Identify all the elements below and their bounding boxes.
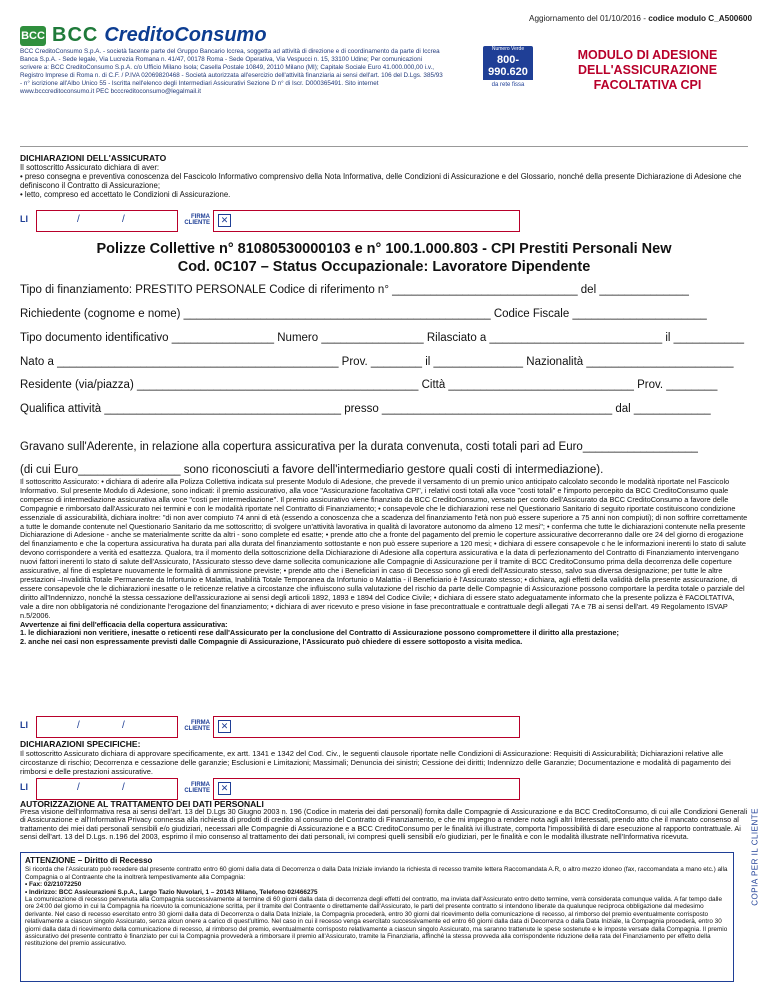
specifiche-heading: DICHIARAZIONI SPECIFICHE: — [20, 739, 141, 749]
dichiarazioni-line: • letto, compreso ed accettato le Condizioni di Assicurazione. — [20, 190, 231, 199]
signature-field[interactable] — [213, 210, 520, 232]
recesso-indirizzo: • Indirizzo: BCC Assicurazioni S.p.A., Largo Tazio Nuvolari, 1 – 20143 Milano, Telefono 02/466275 — [25, 888, 318, 896]
privacy-heading: AUTORIZZAZIONE AL TRATTAMENTO DEI DATI PERSONALI — [20, 799, 264, 809]
module-code: codice modulo C_A500600 — [648, 14, 752, 23]
field-nascita[interactable]: Nato a ____________________________________________ Prov. ________ il ______________ Nazionalità _______________________ — [20, 356, 734, 368]
date-slash: / — [77, 782, 80, 793]
recesso-intro: Si ricorda che l'Assicurato può recedere dal presente contratto entro 60 giorni dalla data di Decorrenza o dalla Data Iniziale inviando la richiesta di recesso tramite lettera Raccomandata A.R, o altro mezzo idoneo (fax, raccomandata a mano etc.) alla Compagnia o al Contraente che la inoltrerà tempestivamente alla Compagnia: — [25, 866, 728, 881]
dichiarazioni-line: • preso consegna e preventiva conoscenza del Fascicolo Informativo comprensivo della Nota Informativa, delle Condizioni di Assicurazione e del Glossario, nonché della presente Dichiarazione di Adesione che definiscono il Contratto di Assicurazione; — [20, 172, 742, 190]
policy-title-2: Cod. 0C107 – Status Occupazionale: Lavoratore Dipendente — [177, 259, 591, 275]
logo-name: CreditoConsumo — [104, 24, 267, 46]
assicurato-text — [20, 478, 748, 647]
divider — [20, 146, 748, 147]
update-info — [529, 14, 752, 23]
signature-row-3 — [20, 778, 748, 800]
date-field[interactable] — [36, 716, 178, 738]
numero-verde-number: 800-990.620 — [483, 52, 533, 80]
privacy-text: Presa visione dell'informativa resa ai sensi dell'art. 13 del D.Lgs 30 Giugno 2003 n. 196 (Codice in materia dei dati personali) fornita dalle Compagnie di Assicurazione e da BCC CreditoConsumo, di cui alle Condizioni Generali di Assicurazione e all'Informativa Privacy connessa alla richiesta di prodotti di credito al consumo del Contratto di Finanziamento, e che mi impegno a rendere nota agli altri Interessati, prendo atto che il mancato consenso al trattamento dei miei dati personali sensibili e/o giudiziari, necessari alle Compagnie di Assicurazione e a BCC CreditoConsumo per le finalità ivi illustrate, comporta l'impossibilità di dare esecuzione al rapporto contrattuale. Ai sensi dell'art. 13 del D.Lgs. n.196 del 2003, esprimo il mio consenso al trattamento dei dati personali, ivi compresi quelli sensibili e/o giudiziari, per le finalità e con le modalità illustrate nell'Informativa ricevuta. — [20, 807, 748, 842]
company-logo — [20, 24, 267, 47]
dichiarazioni-heading: DICHIARAZIONI DELL'ASSICURATO — [20, 153, 167, 163]
logo-mark-icon: BCC — [20, 26, 46, 46]
specifiche-text: Il sottoscritto Assicurato dichiara di approvare specificamente, ex artt. 1341 e 1342 del Cod. Civ., le seguenti clausole riportate nelle Condizioni di Assicurazione: Requisiti di Assicurabilità; Dichiarazioni relative alle circostanze di rischio; Decorrenza e cessazione delle garanzie; Esclusioni e Limitazioni; Massimali; Denuncia dei sinistri; Cessione dei diritti; Indennizzo delle Garanzie; Documentazione e modalità di pagamento dei rimborsi e delle prestazioni assicurative. — [20, 749, 731, 776]
firma-label: FIRMA CLIENTE — [184, 214, 210, 226]
dichiarazioni-line: Il sottoscritto Assicurato dichiara di aver: — [20, 163, 160, 172]
date-slash: / — [77, 214, 80, 225]
recesso-box — [20, 852, 734, 982]
signature-field[interactable] — [213, 716, 520, 738]
signature-field[interactable] — [213, 778, 520, 800]
date-slash: / — [122, 720, 125, 731]
date-slash: / — [122, 214, 125, 225]
date-slash: / — [122, 782, 125, 793]
signature-row-2 — [20, 716, 748, 738]
document-title: MODULO DI ADESIONE DELL'ASSICURAZIONE FACOLTATIVA CPI — [577, 48, 718, 92]
sign-here-icon: ✕ — [218, 782, 231, 795]
avvertenza-2: 2. anche nei casi non espressamente previsti dalle Compagnie di Assicurazione, l'Assicurato può chiedere di essere sottoposto a visita medica. — [20, 637, 523, 647]
dichiarazioni-text — [20, 163, 748, 199]
date-field[interactable] — [36, 210, 178, 232]
policy-title-1: Polizze Collettive n° 81080530000103 e n° 100.1.000.803 - CPI Prestiti Personali New — [96, 241, 672, 257]
sign-here-icon: ✕ — [218, 720, 231, 733]
assicurato-paragraph: Il sottoscritto Assicurato: • dichiara di aderire alla Polizza Collettiva indicata sul presente Modulo di Adesione, che prevede il versamento di un premio unico anticipato calcolato secondo le modalità riportate nel Fascicolo Informativo. Sul presente Modulo di Adesione, sono indicati: il premio assicurativo, alla voce "Assicurazione facoltativa CPI", i relativi costi totali alla voce "costi totali" e l'importo percepito da BCC CreditoConsumo quale compenso di intermediazione assicurativa alla voce "costi per intermediazione". Il premio assicurativo viene finanziato da BCC CreditoConsumo, versato per conto dell'Assicurato da BCC CreditoConsumo a favore delle Compagnie e rimborsato dall'Assicurato nei termini e con le modalità riportate nel Contratto di Finanziamento; • consapevole che le dichiarazioni rese nel Questionario Sanitario di seguito riportate costituiscono condizione essenziale di assicurabilità, dichiara inoltre: "di non aver compiuto 74 anni di età (essendo a conoscenza che a scadenza del finanziamento l'età non può essere superiore a 75 anni non compiuti); di non soffrire correttamente a tutte le domande contenute nel Questionario Sanitario da me sottoscritto; di svolgere un'attività lavorativa in qualità di lavoratore autonomo da almeno 12 mesi"; • conferma che tutte le dichiarazioni contenute nella presente Dichiarazione di Adesione - anche se materialmente scritte da altri - sono complete ed esatte; • prende atto che a fronte del pagamento del premio le coperture assicurative decorreranno dalle ore 24 del giorno di erogazione del finanziamento e che la copertura assicurativa ha durata pari alla durata del finanziamento sottostante e non può essere superiore a 120 mesi; • dichiara di essere consapevole c he le informazioni inerenti lo stato di salute devono corrispondere a verità ed esattezza. Qualora, tra il momento della sottoscrizione della Dichiarazione di Adesione alla copertura assicurativa e la data di perfezionamento del Contratto di Finanziamento intervengano nuovi fattori inerenti lo stato di salute dell'Assicurato, l'Assicurato stesso deve darne sollecita comunicazione alle Compagnie di Assicurazione per il tramite di BCC CreditoConsumo prima della decorrenza delle coperture assicurative, al fine di espletare nuovamente le formalità di ammissione previste; • prende atto che i Beneficiari in caso di Decesso sono gli eredi dell'Assicurato stesso, salvo sua diversa designazione; per tutte le altre prestazioni –Invalidità Totale Permanente da Infortunio e Malattia, Inabilità Totale Temporanea da Infortunio o Malattia - il Beneficiario è l'Assicurato stesso; • dichiara, agli effetti della validità della presente assicurazione, di essere consapevole che le dichiarazioni inesatte o le reticenze relative a circostanze che influiscono sulla valutazione del rischio da parte delle Compagnie di Assicurazione possono comportare la perdita totale o parziale del diritto all'Indennizzo, nonché la stessa cessazione dell'assicurazione ai sensi degli articoli 1892, 1893 e 1894 del Codice Civile; • dichiara di essere stato adeguatamente informato che la presente polizza è FACOLTATIVA, vale a dire non obbligatoria né condizionante l'erogazione del finanziamento; • dichiara di aver ricevuto e preso visione in fase precontrattuale e contrattuale degli allegati 7A e 7B ai sensi dell'art. 49 Regolamento ISVAP n.5/2006. — [20, 477, 748, 620]
field-richiedente[interactable]: Richiedente (cognome e nome) ________________________________________________ Codice Fiscale _____________________ — [20, 308, 707, 320]
numero-verde-sub: da rete fissa — [491, 82, 525, 88]
costi-intermediazione-line[interactable]: (di cui Euro________________ sono riconosciuti a favore dell'intermediario gestore quali costi di intermediazione). — [20, 464, 604, 476]
firma-label: FIRMA CLIENTE — [184, 782, 210, 794]
recesso-text: La comunicazione di recesso pervenuta alla Compagnia successivamente al termine di 60 giorni dalla data di decorrenza degli effetti del contratto, ma inviata dall'Assicurato entro detto termine, verrà considerata comunque valida. A far tempo dalle ore 24:00 del giorno in cui la Compagnia ha ricevuto la comunicazione scritta, per il tramite del Contraente o direttamente dall'Assicurato, le parti del presente contratto si intendono liberate da qualunque reciproca obbligazione dal medesimo derivante. Nel caso di recesso esercitato entro 30 giorni dalla data di Decorrenza o dalla Data Iniziale, la Compagnia procederà, entro 30 giorni dal ricevimento della comunicazione di recesso, al rimborso del premio eventualmente corrisposto relativamente a ciascun singolo Assicurato, senza alcun onere a carico di quest'ultimo. Nel caso in cui il recesso venga esercitato successivamente ed entro 60 giorni dalla data di Decorrenza o dalla Data Iniziale, la Compagnia procederà, entro 30 giorni dalla data di ricevimento della comunicazione di recesso, al rimborso del premio, eventualmente corrisposto relativamente a ciascun singolo Assicurato, ma saranno trattenute le spese sostenute e le imposte versate dalla Compagnia. Il premio assicurativo del presente contratto è finanziato per cui la Compagnia provvederà a rimborsare il premio all'Assicurato, tramite la Finanziaria, affinché la stessa provveda alla corrispondente riduzione della rata del Finanziamento per effetto della restituzione del premio assicurativo. — [25, 896, 728, 948]
signature-row-1 — [20, 210, 748, 232]
date-field[interactable] — [36, 778, 178, 800]
field-documento[interactable]: Tipo documento identificativo ________________ Numero ________________ Rilasciato a ___________________________ il ___________ — [20, 332, 745, 344]
field-residenza[interactable]: Residente (via/piazza) ____________________________________________ Città _____________________________ Prov. ________ — [20, 379, 718, 391]
costi-totali-line[interactable]: Gravano sull'Aderente, in relazione alla copertura assicurativa per la durata convenuta, costi totali pari ad Euro__________________ — [20, 441, 698, 453]
field-qualifica[interactable]: Qualifica attività _____________________________________ presso ____________________________________ dal ____________ — [20, 403, 711, 415]
copy-label: COPIA PER IL CLIENTE — [751, 808, 760, 906]
company-info: BCC CreditoConsumo S.p.A. - società facente parte del Gruppo Bancario Iccrea, soggetta ad attività di direzione e di coordinamento da parte di Iccrea Banca S.p.A. - Sede legale, Via Lucrezia Romana n. 41/47, 00178 Roma - Sede Operativa, Via Vespucci n. 15, 33100 Udine; Per comunicazioni scrivere a: BCC CreditoConsumo S.p.A. c/o Ufficio Milano Isola; Casella Postale 10849, 20110 Milano (MI); Capitale Sociale Euro 41.000.000,00 i.v., Registro Imprese di Roma n. di C.F. / P.IVA 02069820468 - Società autorizzata all'esercizio dell'attività finanziaria ai sensi dell'art. 106 del D.Lgs. 385/93 - n° iscrizione all'Albo Unico 55 - Iscritta nell'elenco degli Intermediari Assicurativi Sezione D n° di Iscr. D000365491. Sito internet www.bcccreditoconsumo.it PEC bcccreditoconsumo@legalmail.it — [20, 48, 443, 95]
avvertenza-1: 1. le dichiarazioni non veritiere, inesatte o reticenti rese dall'Assicurato per la conclusione del Contratto di Assicurazione possono compromettere il diritto alla prestazione; — [20, 628, 619, 638]
recesso-heading: ATTENZIONE – Diritto di Recesso — [25, 856, 153, 865]
firma-label: FIRMA CLIENTE — [184, 720, 210, 732]
numero-verde — [483, 46, 533, 88]
update-date: Aggiornamento del 01/10/2016 - — [528, 14, 649, 23]
li-label: LI — [20, 720, 28, 730]
field-finanziamento[interactable]: Tipo di finanziamento: PRESTITO PERSONALE Codice di riferimento n° _____________________________ del ______________ — [20, 284, 689, 296]
avvertenze-heading: Avvertenze ai fini dell'efficacia della copertura assicurativa: — [20, 619, 228, 629]
li-label: LI — [20, 782, 28, 792]
numero-verde-label: Numero Verde — [483, 46, 533, 52]
li-label: LI — [20, 214, 28, 224]
recesso-fax: • Fax: 02/21072250 — [25, 881, 82, 889]
date-slash: / — [77, 720, 80, 731]
logo-bcc: BCC — [52, 24, 99, 46]
sign-here-icon: ✕ — [218, 214, 231, 227]
